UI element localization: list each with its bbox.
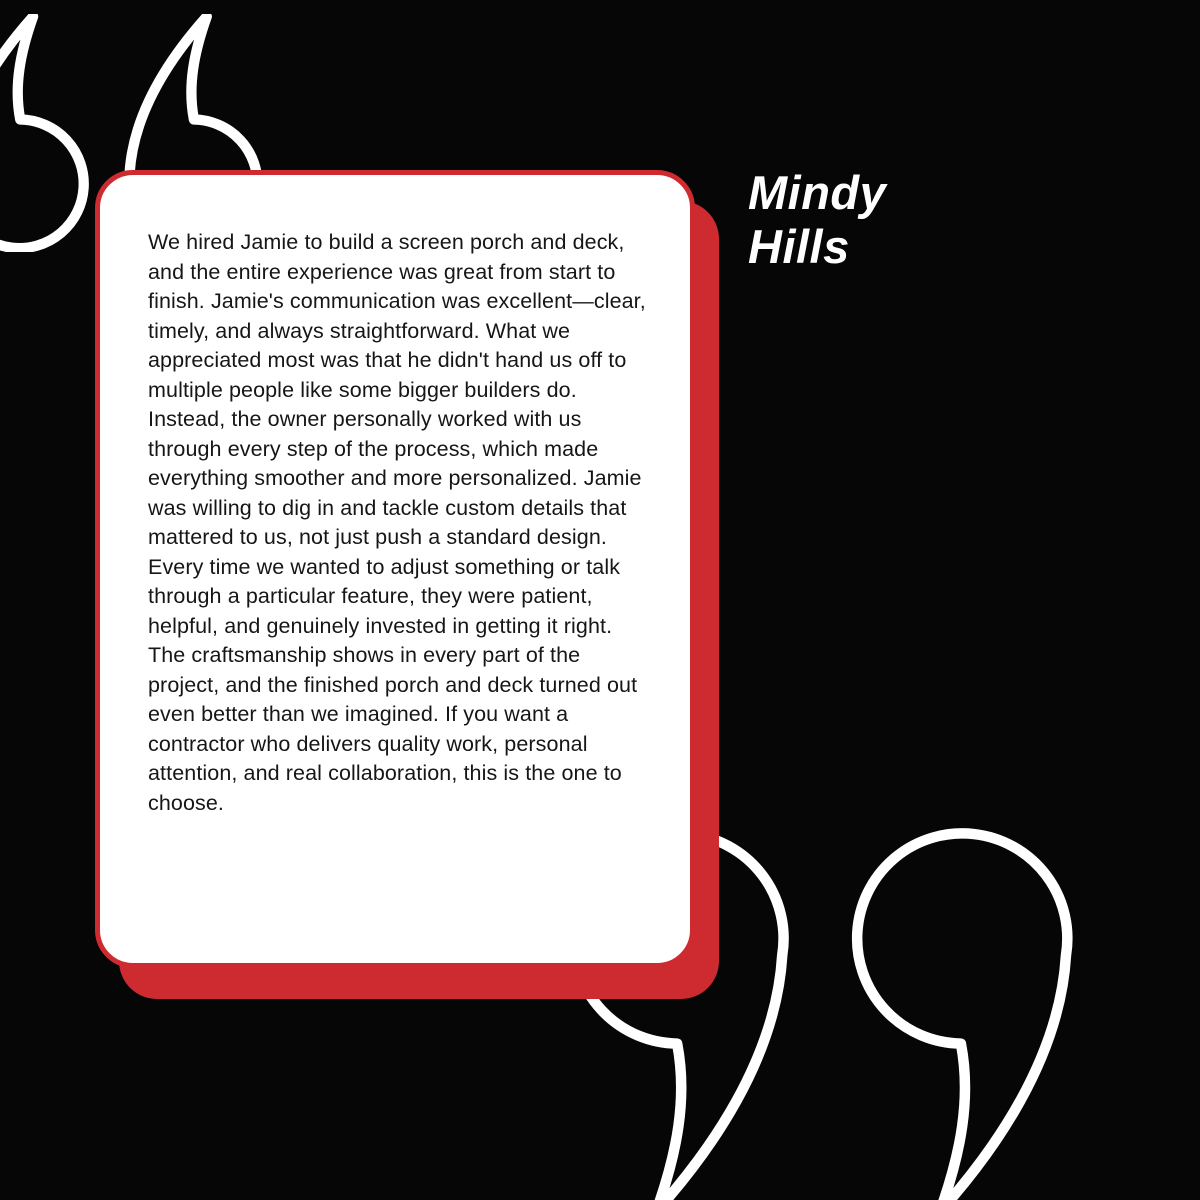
card-surface [95, 170, 695, 968]
author-name: Mindy Hills [748, 166, 887, 273]
testimonial-card [95, 170, 695, 968]
testimonial-text: We hired Jamie to build a screen porch and deck, and the entire experience was great from start to finish. Jamie's communication was excellent—clear, timely, and always straightforward. What we appreciated most was that he didn't hand us off to multiple people like some bigger builders do. Instead, the owner personally worked with us through every step of the process, which made everything smoother and more personalized. Jamie was willing to dig in and tackle custom details that mattered to us, not just push a standard design. Every time we wanted to adjust something or talk through a particular feature, they were patient, helpful, and genuinely invested in getting it right. The craftsmanship shows in every part of the project, and the finished porch and deck turned out even better than we imagined. If you want a contractor who delivers quality work, personal attention, and real collaboration, this is the one to choose. [148, 230, 646, 815]
